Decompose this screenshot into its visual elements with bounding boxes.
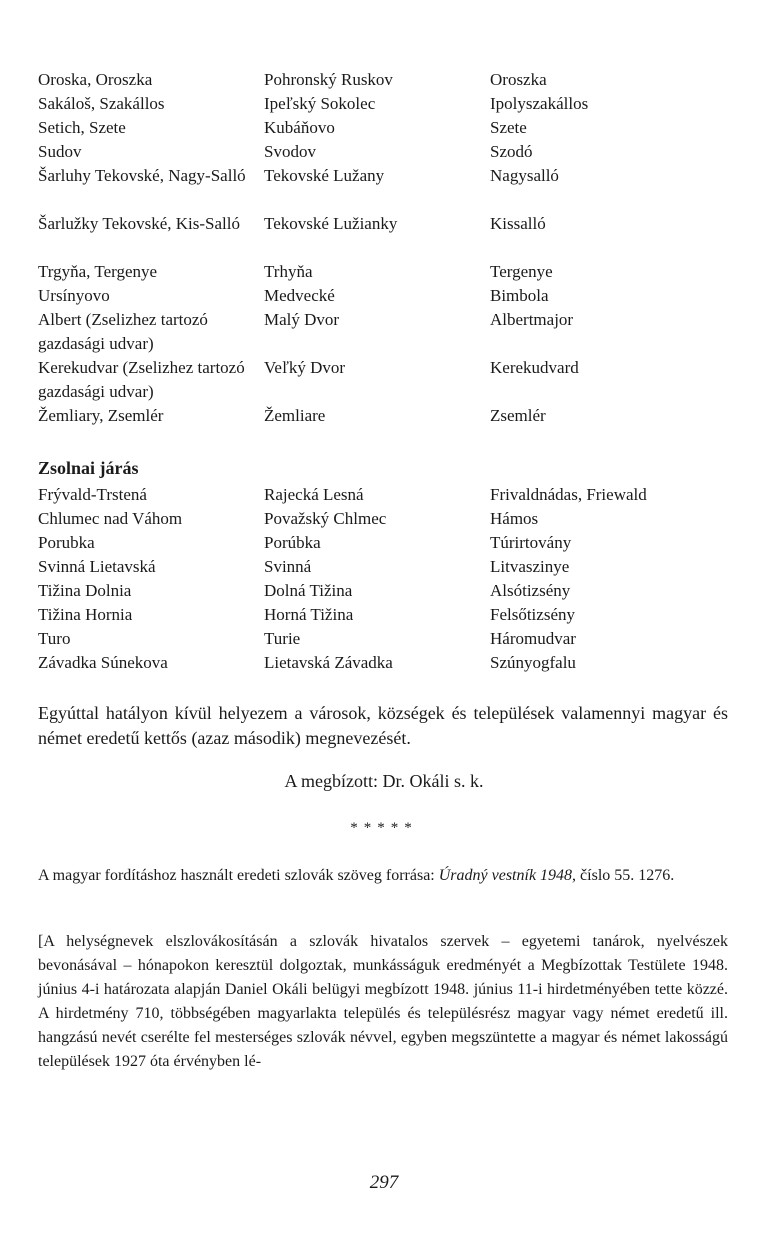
hungarian-name-cell: Felsőtizsény — [490, 605, 575, 624]
hungarian-name-cell: Frivaldnádas, Friewald — [490, 485, 647, 504]
old-name-cell: Porubka — [38, 533, 95, 552]
slovak-name-cell: Pohronský Ruskov — [264, 70, 393, 89]
slovak-name-cell: Ipeľský Sokolec — [264, 94, 376, 113]
old-name-cell: Kerekudvar (Zselizhez tartozó gazdasági udvar) — [38, 358, 245, 401]
table-row — [38, 651, 728, 675]
old-name-cell: Ursínyovo — [38, 286, 110, 305]
old-name-cell: Oroska, Oroszka — [38, 70, 153, 89]
table-row — [38, 531, 728, 555]
page-number: 297 — [369, 1172, 399, 1193]
slovak-name-cell: Dolná Tižina — [264, 581, 353, 600]
signature-line: A megbízott: Dr. Okáli s. k. — [284, 771, 484, 791]
old-name-cell: Frývald-Trstená — [38, 485, 147, 504]
slovak-name-cell: Turie — [264, 629, 301, 648]
table-row — [38, 627, 728, 651]
slovak-name-cell: Malý Dvor — [264, 310, 340, 329]
slovak-name-cell: Rajecká Lesná — [264, 485, 364, 504]
hungarian-name-cell: Kerekudvard — [490, 358, 579, 377]
old-name-cell: Tižina Dolnia — [38, 581, 132, 600]
hungarian-name-cell: Zsemlér — [490, 406, 546, 425]
old-name-cell: Chlumec nad Váhom — [38, 509, 183, 528]
main-paragraph: Egyúttal hatályon kívül helyezem a városok, községek és települések valamennyi magyar és német eredetű kettős (azaz második) megnevezését. — [38, 703, 728, 748]
table-row — [38, 404, 728, 428]
slovak-name-cell: Porúbka — [264, 533, 321, 552]
source-title: Úradný vestník 1948 — [438, 867, 573, 884]
table-row — [38, 356, 728, 404]
hungarian-name-cell: Hámos — [490, 509, 539, 528]
hungarian-name-cell: Kissalló — [490, 214, 546, 233]
old-name-cell: Závadka Súnekova — [38, 653, 168, 672]
table-row — [38, 116, 728, 140]
hungarian-name-cell: Túrirtovány — [490, 533, 572, 552]
hungarian-name-cell: Tergenye — [490, 262, 553, 281]
table-row — [38, 308, 728, 356]
old-name-cell: Turo — [38, 629, 71, 648]
table-row — [38, 140, 728, 164]
old-name-cell: Albert (Zselizhez tartozó gazdasági udvar) — [38, 310, 208, 353]
slovak-name-cell: Lietavská Závadka — [264, 653, 393, 672]
table-row — [38, 68, 728, 92]
slovak-name-cell: Trhyňa — [264, 262, 313, 281]
table-row — [38, 284, 728, 308]
table-row — [38, 603, 728, 627]
table-row — [38, 92, 728, 116]
section-heading: Zsolnai járás — [38, 458, 139, 478]
slovak-name-cell: Svinná — [264, 557, 312, 576]
hungarian-name-cell: Szodó — [490, 142, 533, 161]
old-name-cell: Sudov — [38, 142, 82, 161]
table-row — [38, 483, 728, 507]
source-ref: , číslo 55. 1276. — [572, 867, 675, 884]
slovak-name-cell: Tekovské Lužianky — [264, 214, 398, 233]
hungarian-name-cell: Háromudvar — [490, 629, 576, 648]
old-name-cell: Šarlužky Tekovské, Kis-Salló — [38, 214, 240, 233]
table-row — [38, 212, 728, 260]
old-name-cell: Žemliary, Zsemlér — [38, 406, 164, 425]
table-row — [38, 507, 728, 531]
hungarian-name-cell: Alsótizsény — [490, 581, 571, 600]
slovak-name-cell: Medvecké — [264, 286, 335, 305]
note-paragraph: [A helységnevek elszlovákosításán a szlovák hivatalos szervek – egyetemi tanárok, nyelvészek bevonásával – hónapokon keresztül dolgoztak, munkásságuk eredményét a Megbízottak Testülete 1948. június 4-i határozata alapján Daniel Okáli belügyi megbízott 1948. június 11-i hirdetményében tette közzé. A hirdetmény 710, többségében magyarlakta település és településrész magyar vagy német eredetű ill. hangzású nevét cserélte fel mesterséges szlovák névvel, egyben megszüntette a magyar és német lakosságú települések 1927 óta érvényben lé- — [38, 933, 728, 1070]
slovak-name-cell: Svodov — [264, 142, 316, 161]
old-name-cell: Setich, Szete — [38, 118, 126, 137]
hungarian-name-cell: Szete — [490, 118, 527, 137]
slovak-name-cell: Považský Chlmec — [264, 509, 387, 528]
hungarian-name-cell: Oroszka — [490, 70, 547, 89]
place-names-table-2 — [38, 483, 728, 675]
separator-stars: ***** — [350, 820, 418, 836]
table-row — [38, 579, 728, 603]
table-row — [38, 164, 728, 212]
place-names-table-1 — [38, 68, 728, 428]
hungarian-name-cell: Ipolyszakállos — [490, 94, 589, 113]
hungarian-name-cell: Nagysalló — [490, 166, 559, 185]
slovak-name-cell: Kubáňovo — [264, 118, 335, 137]
source-note — [38, 864, 728, 888]
slovak-name-cell: Tekovské Lužany — [264, 166, 385, 185]
table-row — [38, 555, 728, 579]
old-name-cell: Sakáloš, Szakállos — [38, 94, 165, 113]
slovak-name-cell: Veľký Dvor — [264, 358, 346, 377]
old-name-cell: Trgyňa, Tergenye — [38, 262, 158, 281]
old-name-cell: Šarluhy Tekovské, Nagy-Salló — [38, 166, 246, 185]
old-name-cell: Tižina Hornia — [38, 605, 133, 624]
hungarian-name-cell: Litvaszinye — [490, 557, 570, 576]
hungarian-name-cell: Szúnyogfalu — [490, 653, 576, 672]
hungarian-name-cell: Albertmajor — [490, 310, 574, 329]
old-name-cell: Svinná Lietavská — [38, 557, 156, 576]
slovak-name-cell: Žemliare — [264, 406, 326, 425]
slovak-name-cell: Horná Tižina — [264, 605, 354, 624]
table-row — [38, 260, 728, 284]
hungarian-name-cell: Bimbola — [490, 286, 549, 305]
source-text: A magyar fordításhoz használt eredeti szlovák szöveg forrása: — [38, 867, 439, 884]
